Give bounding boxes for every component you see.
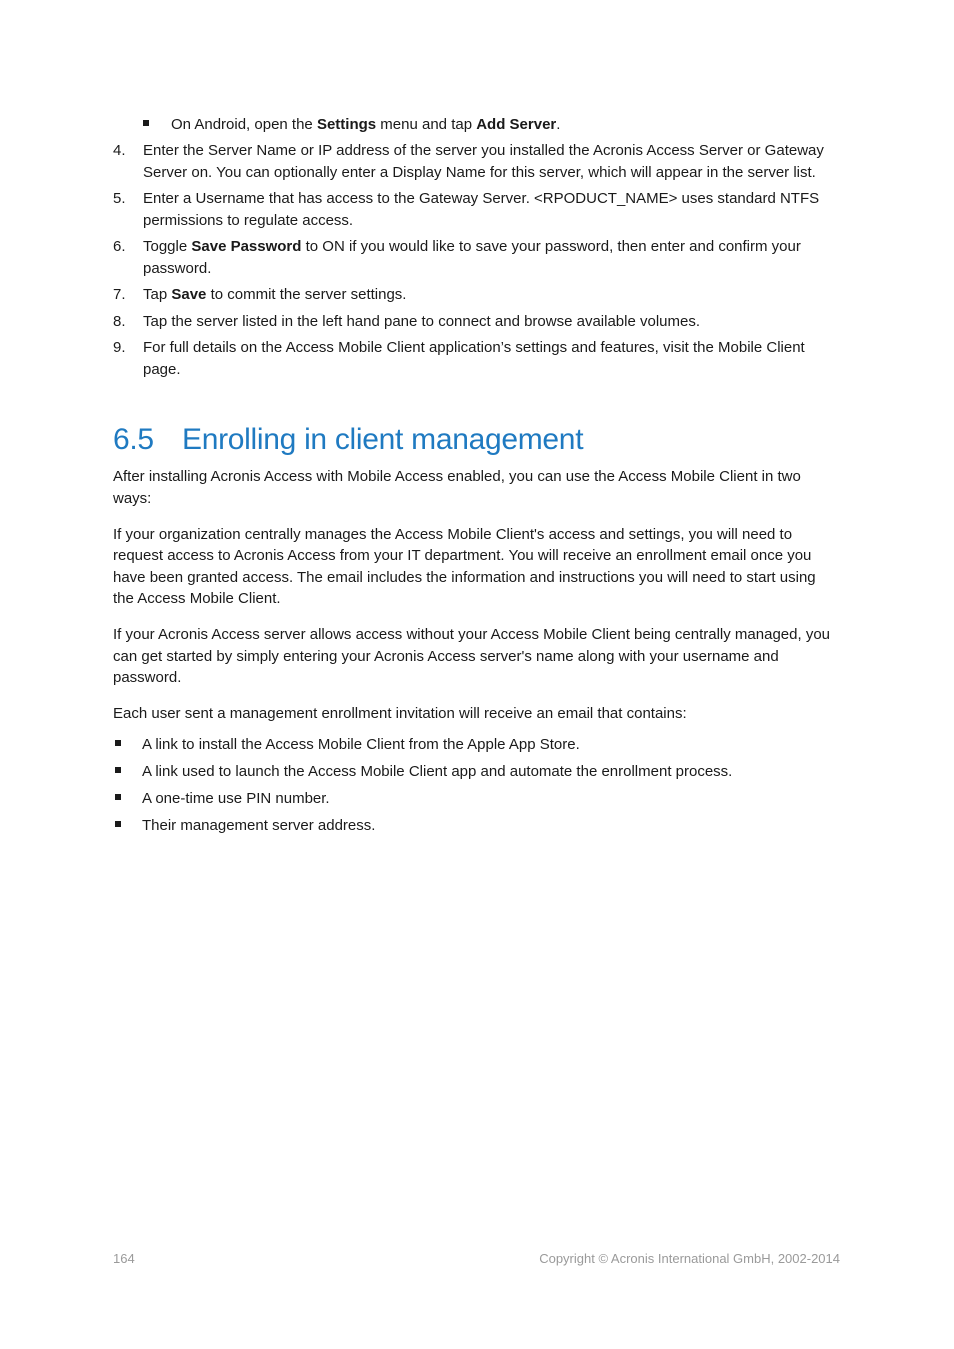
list-item (113, 140, 838, 183)
footer-copyright: Copyright © Acronis International GmbH, 2002-2014 (539, 1251, 840, 1266)
sub-bullet-bold-add-server: Add Server (476, 116, 557, 133)
list-item (113, 815, 838, 837)
step-text: For full details on the Access Mobile Client application’s settings and features, visit the Mobile Client page. (143, 339, 805, 378)
step-text-post: to ON if you would like to save your password, then enter and confirm your password. (143, 238, 801, 277)
android-sub-bullet (143, 114, 843, 136)
list-item (113, 188, 838, 231)
sub-bullet-suffix: . (556, 116, 561, 133)
section-heading (113, 420, 583, 460)
step-text-pre: Toggle (143, 238, 192, 255)
square-bullet-icon (115, 821, 121, 827)
step-number: 5. (113, 190, 126, 207)
list-item-text: A link used to launch the Access Mobile Client app and automate the enrollment process. (142, 763, 733, 780)
step-number: 6. (113, 238, 126, 255)
list-item (113, 284, 838, 306)
square-bullet-icon (115, 794, 121, 800)
list-item-text: Their management server address. (142, 817, 376, 834)
list-item-text: A one-time use PIN number. (142, 790, 330, 807)
step-text-bold: Save (171, 286, 207, 303)
step-text-pre: Tap (143, 286, 172, 303)
list-item (113, 311, 838, 333)
sub-bullet-middle: menu and tap (376, 116, 477, 133)
step-number: 4. (113, 142, 126, 159)
list-item (113, 236, 838, 279)
square-bullet-icon (115, 740, 121, 746)
email-contents-list (113, 734, 838, 842)
step-number: 9. (113, 339, 126, 356)
step-text: Tap the server listed in the left hand pane to connect and browse available volumes. (143, 312, 701, 330)
sub-bullet-prefix: On Android, open the (171, 116, 317, 133)
footer-page-number: 164 (113, 1251, 135, 1266)
step-text-bold: Save Password (191, 238, 302, 255)
list-item (113, 788, 838, 810)
step-text (143, 238, 801, 277)
list-item (113, 337, 838, 380)
step-text-post: to commit the server settings. (206, 286, 407, 303)
step-number: 7. (113, 286, 126, 303)
step-text: Enter the Server Name or IP address of the server you installed the Acronis Access Server or Gateway Server on. You can optionally enter a Display Name for this server, which will appear in the server list. (143, 142, 824, 181)
sub-bullet-bold-settings: Settings (316, 116, 377, 133)
step-text: Enter a Username that has access to the Gateway Server. <RPODUCT_NAME> uses standard NTFS permissions to regulate access. (143, 190, 820, 229)
list-item-text: A link to install the Access Mobile Client from the Apple App Store. (142, 736, 580, 753)
step-number: 8. (113, 312, 126, 330)
step-text (143, 286, 406, 303)
square-bullet-icon (143, 120, 149, 126)
square-bullet-icon (115, 767, 121, 773)
list-item (113, 734, 838, 756)
paragraph: After installing Acronis Access with Mobile Access enabled, you can use the Access Mobile Client in two ways: (113, 468, 801, 507)
section-number: 6.5 (113, 423, 154, 456)
steps-list (113, 140, 838, 385)
list-item (113, 761, 838, 783)
section-title: Enrolling in client management (182, 423, 584, 456)
paragraph: Each user sent a management enrollment invitation will receive an email that contains: (113, 705, 687, 722)
sub-bullet-text (171, 114, 843, 136)
section-body (113, 466, 838, 739)
paragraph: If your organization centrally manages the Access Mobile Client's access and settings, you will need to request access to Acronis Access from your IT department. You will receive an enrollment email once you have been granted access. The email includes the information and instructions you will need to start using the Access Mobile Client. (113, 525, 816, 607)
paragraph: If your Acronis Access server allows access without your Access Mobile Client being centrally managed, you can get started by simply entering your Acronis Access server's name along with your username and password. (113, 626, 830, 686)
